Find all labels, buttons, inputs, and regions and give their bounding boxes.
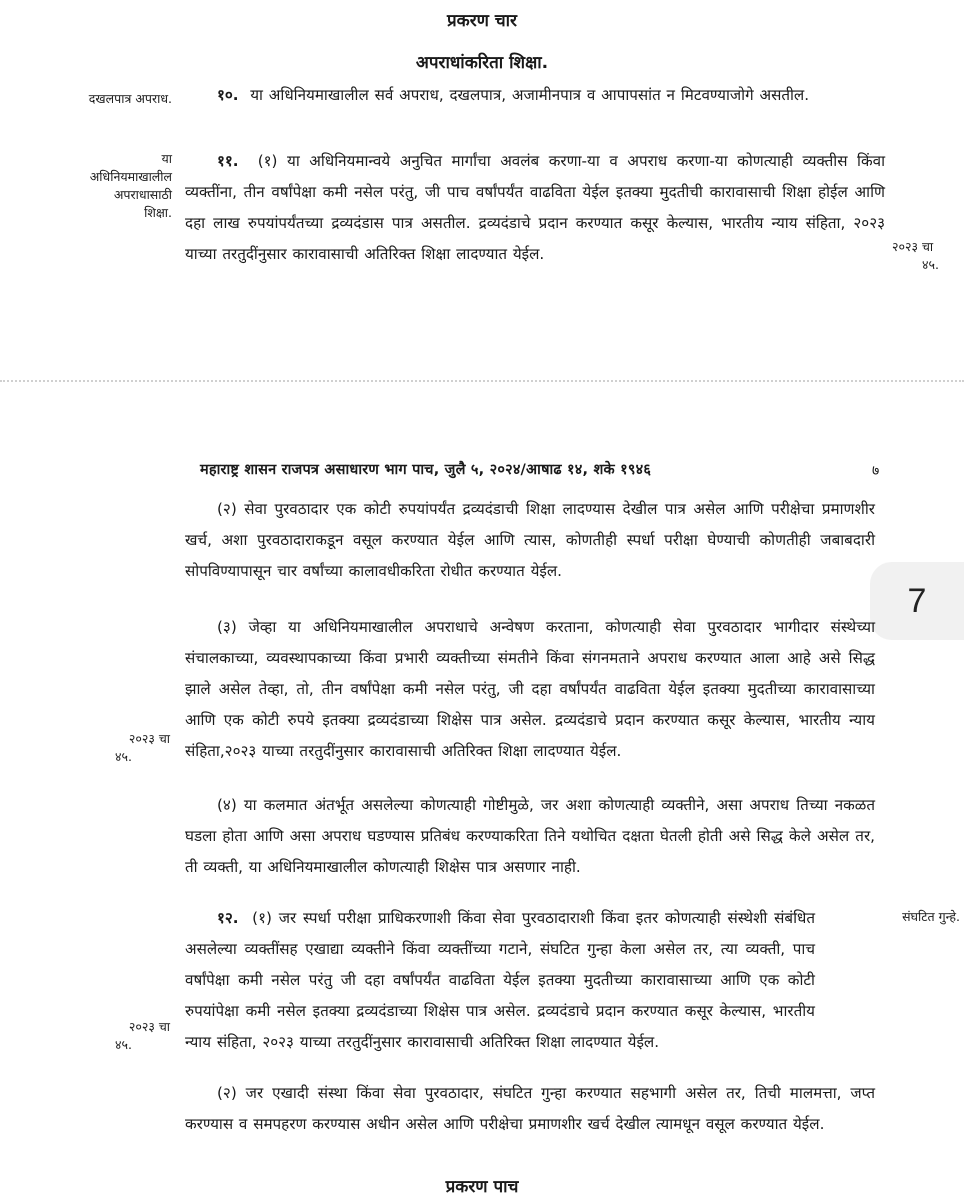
chapter-five-title: प्रकरण पाच xyxy=(445,1177,519,1197)
section-10-margin-note: दखलपात्र अपराध. xyxy=(88,91,172,106)
section-12-act-reference: २०२३ चा ४५. xyxy=(115,1019,170,1052)
section-10 xyxy=(185,80,885,111)
section-10-number: १०. xyxy=(217,86,239,104)
section-11-3 xyxy=(185,612,875,767)
page-divider xyxy=(0,380,964,382)
chapter-four-title: प्रकरण चार xyxy=(446,11,518,31)
section-11-1 xyxy=(185,146,885,270)
section-11-3-act-reference: २०२३ चा ४५. xyxy=(115,731,170,764)
section-11-3-text: (३) जेव्हा या अधिनियमाखालील अपराधाचे अन्वेषण करताना, कोणत्याही सेवा पुरवठादार भागीदार संस्थेच्या संचालकाच्या, व्यवस्थापकाच्या किंवा प्रभारी व्यक्तीच्या संमतीने किंवा संगनमताने अपराध करण्यात आला आहे असे सिद्ध झाले असेल तेव्हा, तो, तीन वर्षांपेक्षा कमी नसेल परंतु, जी दहा वर्षांपर्यंत वाढविता येईल इतक्या मुदतीच्या कारावासाच्या आणि एक कोटी रुपये इतक्या द्रव्यदंडाच्या शिक्षेस पात्र असेल. द्रव्यदंडाचे प्रदान करण्यात कसूर केल्यास, भारतीय न्याय संहिता,२०२३ याच्या तरतुदींनुसार कारावासाची अतिरिक्त शिक्षा लादण्यात येईल. xyxy=(185,618,875,760)
section-11-2-text: (२) सेवा पुरवठादार एक कोटी रुपयांपर्यंत द्रव्यदंडाची शिक्षा लादण्यास देखील पात्र असेल आणि परीक्षेचा प्रमाणशीर खर्च, अशा पुरवठादाराकडून वसूल करण्यात येईल आणि त्यास, कोणतीही स्पर्धा परीक्षा घेण्याची कोणतीही जबाबदारी सोपविण्यापासून चार वर्षांच्या कालावधीकरिता रोधीत करण्यात येईल. xyxy=(185,500,875,580)
section-11-1-text: (१) या अधिनियमान्वये अनुचित मार्गांचा अवलंब करणा-या व अपराध करणा-या कोणत्याही व्यक्तीस किंवा व्यक्तींना, तीन वर्षांपेक्षा कमी नसेल परंतु, जी पाच वर्षांपर्यंत वाढविता येईल इतक्या मुदतीची कारावासाची शिक्षा होईल आणि दहा लाख रुपयांपर्यंतच्या द्रव्यदंडास पात्र असतील. द्रव्यदंडाचे प्रदान करण्यात कसूर केल्यास, भारतीय न्याय संहिता, २०२३ याच्या तरतुदींनुसार कारावासाची अतिरिक्त शिक्षा लादण्यात येईल. xyxy=(185,152,885,263)
section-10-text: या अधिनियमाखालील सर्व अपराध, दखलपात्र, अजामीनपात्र व आपापसांत न मिटवण्याजोगे असतील. xyxy=(250,86,810,104)
gazette-header: महाराष्ट्र शासन राजपत्र असाधारण भाग पाच, जुलै ५, २०२४/आषाढ १४, शके १९४६ xyxy=(200,462,652,478)
chapter-four-subtitle: अपराधांकरिता शिक्षा. xyxy=(415,53,549,73)
section-12-number: १२. xyxy=(217,909,239,927)
section-11-4-text: (४) या कलमात अंतर्भूत असलेल्या कोणत्याही गोष्टीमुळे, जर अशा कोणत्याही व्यक्तीने, असा अपराध तिच्या नकळत घडला होता आणि असा अपराध घडण्यास प्रतिबंध करण्याकरिता तिने यथोचित दक्षता घेतली होती असे सिद्ध केले असेल तर, ती व्यक्ती, या अधिनियमाखालील कोणत्याही शिक्षेस पात्र असणार नाही. xyxy=(185,796,875,876)
section-11-act-reference: २०२३ चा ४५. xyxy=(892,239,939,272)
page-number: ७ xyxy=(872,463,880,479)
section-12-1 xyxy=(185,903,815,1058)
section-11-4 xyxy=(185,790,875,883)
section-12-2 xyxy=(185,1078,875,1140)
section-12-1-text: (१) जर स्पर्धा परीक्षा प्राधिकरणाशी किंवा सेवा पुरवठादाराशी किंवा इतर कोणत्याही संस्थेशी संबंधित असलेल्या व्यक्तींसह एखाद्या व्यक्तीने किंवा व्यक्तींच्या गटाने, संघटित गुन्हा केला असेल तर, त्या व्यक्ती, पाच वर्षांपेक्षा कमी नसेल परंतु जी दहा वर्षांपर्यंत वाढविता येईल इतक्या मुदतीच्या कारावासाच्या आणि एक कोटी रुपयांपेक्षा कमी नसेल इतक्या द्रव्यदंडाच्या शिक्षेस पात्र असेल. द्रव्यदंडाचे प्रदान करण्यात कसूर केल्यास, भारतीय न्याय संहिता, २०२३ याच्या तरतुदींनुसार कारावासाची अतिरिक्त शिक्षा लादण्यात येईल. xyxy=(185,909,816,1051)
section-12-margin-note: संघटित गुन्हे. xyxy=(902,909,960,924)
section-12-2-text: (२) जर एखादी संस्था किंवा सेवा पुरवठादार, संघटित गुन्हा करण्यात सहभागी असेल तर, तिची मालमत्ता, जप्त करण्यास व समपहरण करण्यास अधीन असेल आणि परीक्षेचा प्रमाणशीर खर्च देखील त्यामधून वसूल करण्यात येईल. xyxy=(185,1084,875,1133)
section-11-number: ११. xyxy=(217,152,239,170)
page-number-badge: 7 xyxy=(870,562,964,640)
section-11-margin-note: या अधिनियमाखालील अपराधासाठी शिक्षा. xyxy=(89,151,172,220)
section-11-2 xyxy=(185,494,875,587)
